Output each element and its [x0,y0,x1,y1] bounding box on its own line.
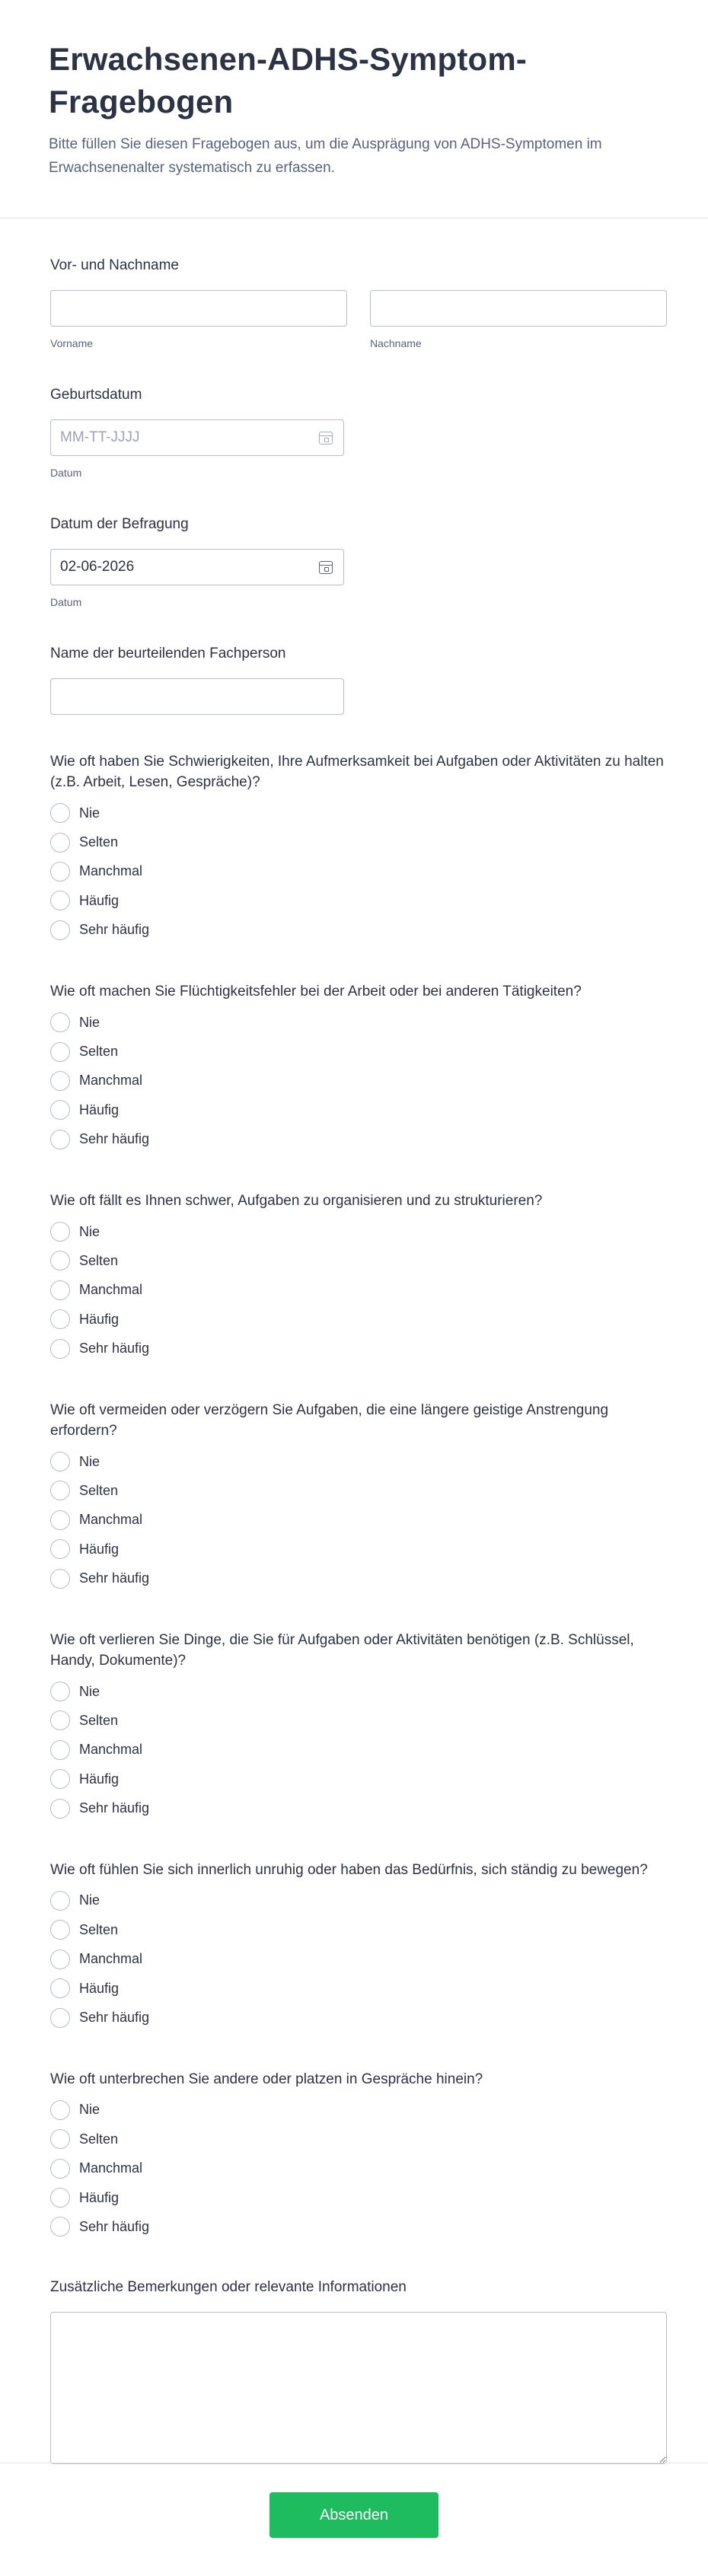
evaluator-input[interactable] [50,678,344,715]
radio-option[interactable] [50,1037,667,1066]
first-name-sublabel: Vorname [50,337,94,349]
survey-date-field [50,515,667,608]
form-subtitle: Bitte füllen Sie diesen Fragebogen aus, um die Ausprägung von ADHS-Symptomen im Erwachsenenalter systematisch zu erfassen. [49,136,602,176]
comments-field [50,2278,667,2464]
radio-button[interactable] [50,920,70,940]
question-label: Wie oft haben Sie Schwierigkeiten, Ihre Aufmerksamkeit bei Aufgaben oder Aktivitäten zu halten (z.B. Arbeit, Lesen, Gespräche)? [50,754,664,790]
radio-button[interactable] [50,1130,70,1149]
radio-button[interactable] [50,1740,70,1760]
radio-button[interactable] [50,2129,70,2149]
radio-option-label: Selten [79,1044,119,1060]
radio-button[interactable] [50,1569,70,1589]
radio-button[interactable] [50,1481,70,1500]
radio-button[interactable] [50,1042,70,1062]
radio-option[interactable] [50,857,667,886]
radio-option-label: Manchmal [79,1951,143,1967]
radio-option[interactable] [50,1974,667,2003]
question-7 [50,2069,667,2242]
radio-option-label: Häufig [79,1311,120,1327]
question-label: Wie oft fällt es Ihnen schwer, Aufgaben zu organisieren und zu strukturieren? [50,1192,543,1209]
radio-option[interactable] [50,1476,667,1505]
radio-option-label: Sehr häufig [79,1341,150,1357]
radio-option[interactable] [50,2096,667,2125]
birthdate-field [50,386,667,479]
radio-option[interactable] [50,1246,667,1275]
first-name-input[interactable] [50,290,347,327]
radio-button[interactable] [50,891,70,910]
radio-option[interactable] [50,1945,667,1974]
birthdate-label: Geburtsdatum [50,387,142,403]
radio-button[interactable] [50,803,70,823]
form-footer [0,2463,708,2576]
radio-option[interactable] [50,1276,667,1305]
radio-option-label: Nie [79,1223,100,1239]
radio-button[interactable] [50,1510,70,1530]
radio-group [50,1886,667,2032]
radio-button[interactable] [50,1100,70,1120]
question-3 [50,1191,667,1363]
radio-option-label: Manchmal [79,1742,143,1758]
radio-option[interactable] [50,1793,667,1822]
radio-option-label: Nie [79,1683,100,1699]
radio-button[interactable] [50,1950,70,1969]
radio-group [50,1217,667,1363]
radio-option-label: Sehr häufig [79,1131,150,1147]
radio-button[interactable] [50,1539,70,1559]
radio-button[interactable] [50,1339,70,1359]
radio-group [50,1677,667,1823]
radio-option[interactable] [50,2154,667,2183]
radio-button[interactable] [50,1920,70,1940]
radio-option[interactable] [50,2125,667,2154]
question-label: Wie oft machen Sie Flüchtigkeitsfehler bei der Arbeit oder bei anderen Tätigkeiten? [50,983,582,999]
radio-option-label: Manchmal [79,2160,143,2176]
evaluator-label: Name der beurteilenden Fachperson [50,646,286,662]
radio-option-label: Nie [79,1014,100,1030]
last-name-input[interactable] [370,290,667,327]
calendar-icon[interactable] [319,432,333,445]
radio-option-label: Nie [79,1892,100,1908]
radio-option-label: Sehr häufig [79,922,150,938]
radio-option[interactable] [50,1095,667,1124]
radio-group [50,1447,667,1593]
form-title: Erwachsenen-ADHS-Symptom-Fragebogen [49,41,528,120]
radio-option[interactable] [50,2183,667,2212]
question-label: Wie oft fühlen Sie sich innerlich unruhig oder haben das Bedürfnis, sich ständig zu bewegen? [50,1861,648,1878]
radio-option-label: Manchmal [79,1282,143,1298]
radio-option-label: Manchmal [79,1073,143,1089]
question-2 [50,981,667,1154]
survey-date-value: 02-06-2026 [60,559,135,575]
radio-option-label: Häufig [79,2189,120,2205]
radio-option[interactable] [50,1535,667,1564]
radio-option[interactable] [50,1506,667,1535]
radio-option[interactable] [50,1736,667,1765]
radio-button[interactable] [50,1071,70,1091]
submit-button[interactable]: Absenden [269,2492,439,2538]
radio-button[interactable] [50,1978,70,1998]
calendar-icon[interactable] [319,561,333,574]
radio-option[interactable] [50,1564,667,1592]
radio-option[interactable] [50,1915,667,1944]
comments-textarea[interactable] [50,2312,667,2464]
radio-group [50,1008,667,1154]
question-4 [50,1400,667,1593]
radio-option-label: Häufig [79,1101,120,1117]
radio-option[interactable] [50,1677,667,1706]
radio-option[interactable] [50,1886,667,1915]
radio-button[interactable] [50,1280,70,1300]
question-label: Wie oft verlieren Sie Dinge, die Sie für Aufgaben oder Aktivitäten benötigen (z.B. Schlüssel, Handy, Dokumente)? [50,1631,634,1669]
radio-option-label: Selten [79,1712,119,1728]
radio-option[interactable] [50,827,667,856]
radio-option-label: Sehr häufig [79,2218,150,2234]
survey-date-input[interactable] [50,549,344,585]
radio-button[interactable] [50,1710,70,1730]
radio-button[interactable] [50,1222,70,1242]
radio-option-label: Häufig [79,1980,120,1996]
radio-button[interactable] [50,2159,70,2179]
radio-button[interactable] [50,1682,70,1701]
radio-button[interactable] [50,862,70,882]
radio-option[interactable] [50,1706,667,1735]
survey-date-label: Datum der Befragung [50,516,189,532]
radio-option-label: Nie [79,805,100,821]
radio-option-label: Manchmal [79,1512,143,1528]
radio-option-label: Häufig [79,892,120,908]
radio-option-label: Nie [79,1453,100,1469]
form-header [0,0,708,218]
radio-option[interactable] [50,1217,667,1246]
radio-option-label: Selten [79,2131,119,2147]
radio-button[interactable] [50,1251,70,1270]
radio-button[interactable] [50,1309,70,1329]
radio-option[interactable] [50,1008,667,1037]
radio-button[interactable] [50,2217,70,2236]
survey-date-sublabel: Datum [50,596,82,608]
radio-option[interactable] [50,886,667,915]
radio-option-label: Häufig [79,1541,120,1557]
last-name-sublabel: Nachname [370,337,422,349]
radio-option-label: Selten [79,1921,119,1937]
question-label: Wie oft vermeiden oder verzögern Sie Aufgaben, die eine längere geistige Anstrengung erfordern? [50,1401,609,1439]
radio-group [50,799,667,945]
radio-option[interactable] [50,1765,667,1793]
question-list [50,751,667,2242]
question-5 [50,1630,667,1823]
radio-button[interactable] [50,1891,70,1911]
birthdate-sublabel: Datum [50,467,82,479]
radio-option-label: Sehr häufig [79,1800,150,1816]
radio-option-label: Selten [79,1252,119,1268]
radio-option[interactable] [50,2212,667,2241]
radio-option-label: Häufig [79,1771,120,1787]
birthdate-input[interactable] [50,419,344,456]
radio-option[interactable] [50,1066,667,1095]
radio-option[interactable] [50,1125,667,1154]
full-name-field [50,257,667,349]
radio-button[interactable] [50,1012,70,1032]
radio-button[interactable] [50,2100,70,2120]
radio-option-label: Sehr häufig [79,2010,150,2026]
form-body [0,218,708,2464]
radio-button[interactable] [50,1799,70,1819]
radio-option[interactable] [50,2003,667,2032]
radio-option-label: Selten [79,1482,119,1498]
evaluator-field [50,645,667,715]
radio-button[interactable] [50,833,70,853]
radio-option[interactable] [50,1305,667,1334]
birthdate-placeholder: MM-TT-JJJJ [60,429,140,445]
radio-option-label: Sehr häufig [79,1570,150,1586]
radio-option[interactable] [50,916,667,945]
full-name-label: Vor- und Nachname [50,257,179,273]
radio-option-label: Selten [79,834,119,850]
radio-button[interactable] [50,1452,70,1471]
radio-option-label: Manchmal [79,863,143,879]
radio-group [50,2096,667,2242]
radio-button[interactable] [50,2188,70,2208]
radio-button[interactable] [50,2008,70,2028]
radio-option-label: Nie [79,2102,100,2118]
radio-option[interactable] [50,1447,667,1476]
radio-option[interactable] [50,799,667,827]
comments-label: Zusätzliche Bemerkungen oder relevante Informationen [50,2278,407,2295]
radio-option[interactable] [50,1334,667,1363]
question-1 [50,751,667,945]
radio-button[interactable] [50,1769,70,1789]
question-label: Wie oft unterbrechen Sie andere oder platzen in Gespräche hinein? [50,2071,483,2087]
question-6 [50,1860,667,2032]
